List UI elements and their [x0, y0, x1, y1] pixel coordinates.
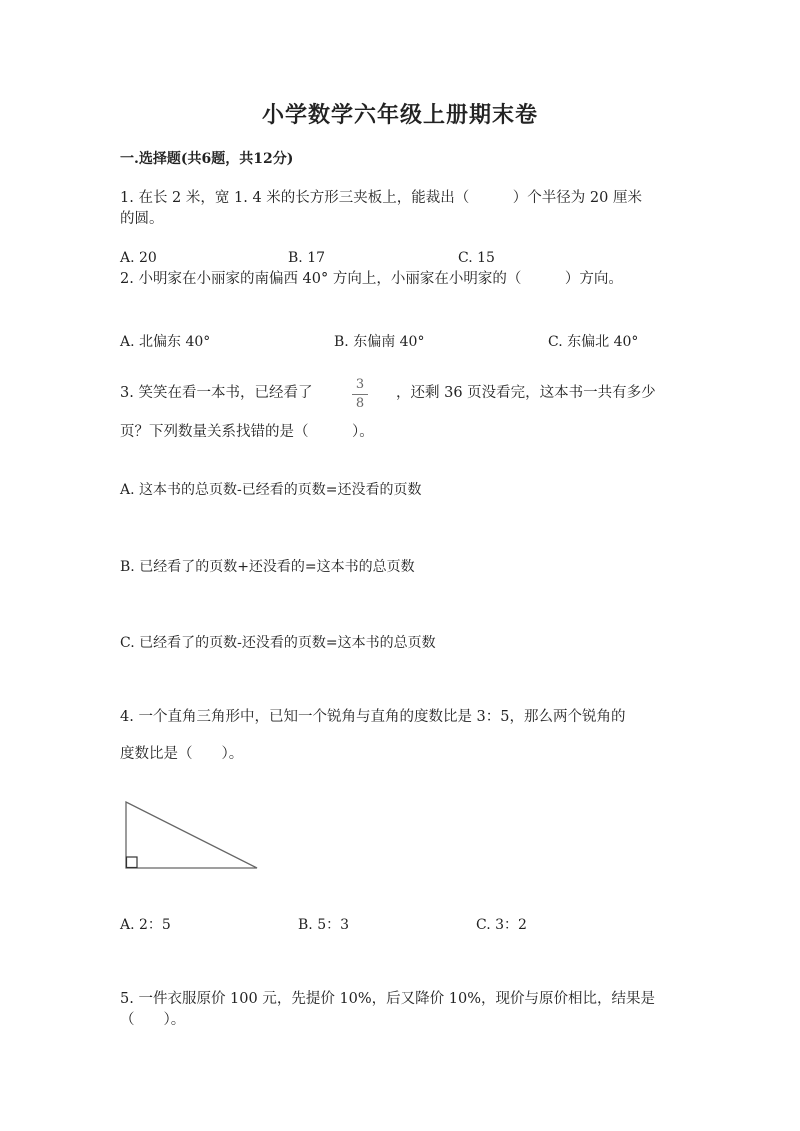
question-1-option-a: A. 20 — [120, 250, 157, 266]
question-4-line-2: 度数比是（ ）。 — [120, 746, 244, 762]
question-2-line-1: 2. 小明家在小丽家的南偏西 40° 方向上，小丽家在小明家的（ ）方向。 — [120, 271, 623, 287]
fraction-denominator: 8 — [355, 396, 365, 411]
question-4-line-1: 4. 一个直角三角形中，已知一个锐角与直角的度数比是 3：5，那么两个锐角的 — [120, 709, 626, 725]
question-3-option-c: C. 已经看了的页数-还没看的页数=这本书的总页数 — [120, 635, 436, 651]
question-4-option-b: B. 5：3 — [298, 917, 350, 933]
question-5-line-1: 5. 一件衣服原价 100 元，先提价 10%，后又降价 10%，现价与原价相比，结果是 — [120, 991, 656, 1007]
fraction-bar — [352, 394, 368, 395]
question-3-line-1-end: ，还剩 36 页没看完，这本书一共有多少 — [396, 385, 656, 401]
question-3-line-2: 页？下列数量关系找错的是（ ）。 — [120, 424, 374, 440]
question-4-option-a: A. 2：5 — [120, 917, 171, 933]
question-2-option-a: A. 北偏东 40° — [120, 334, 211, 350]
question-2-option-b: B. 东偏南 40° — [334, 334, 425, 350]
fraction-numerator: 3 — [355, 377, 365, 392]
triangle-outline — [126, 802, 257, 868]
question-3-option-b: B. 已经看了的页数+还没看的=这本书的总页数 — [120, 559, 415, 575]
question-3-line-1-start: 3. 笑笑在看一本书，已经看了 — [120, 385, 313, 401]
section-heading: 一.选择题(共6题，共12分) — [120, 151, 294, 167]
question-1-option-c: C. 15 — [458, 250, 495, 266]
page-title: 小学数学六年级上册期末卷 — [261, 102, 538, 128]
question-1-option-b: B. 17 — [288, 250, 326, 266]
question-1-line-1: 1. 在长 2 米，宽 1. 4 米的长方形三夹板上，能裁出（ ）个半径为 20 厘米 — [120, 190, 642, 206]
question-2-option-c: C. 东偏北 40° — [548, 334, 639, 350]
right-angle-mark — [127, 857, 138, 868]
right-triangle-figure — [115, 795, 265, 875]
question-5-line-2: （ ）。 — [120, 1012, 186, 1028]
question-3-option-a: A. 这本书的总页数-已经看的页数=还没看的页数 — [120, 482, 422, 498]
question-4-option-c: C. 3：2 — [476, 917, 527, 933]
question-1-line-2: 的圆。 — [120, 211, 164, 227]
fraction-three-eighths — [352, 378, 368, 411]
